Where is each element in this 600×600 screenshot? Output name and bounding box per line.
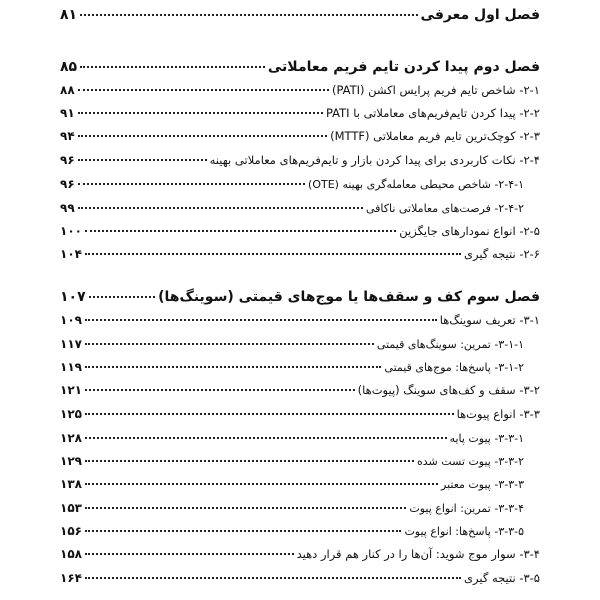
toc-entry-title: ۳-۳-۱- پیوت پایه bbox=[449, 432, 524, 445]
dot-leader bbox=[85, 230, 396, 232]
toc-page-number: ۹۶ bbox=[60, 177, 75, 191]
dot-leader bbox=[85, 577, 461, 579]
dot-leader bbox=[78, 183, 305, 185]
toc-entry bbox=[60, 130, 540, 143]
dot-leader bbox=[85, 319, 437, 321]
dot-leader bbox=[80, 66, 265, 68]
toc-entry bbox=[60, 548, 540, 561]
toc-entry-title: ۳-۱- تعریف سوینگ‌ها bbox=[439, 313, 540, 327]
dot-leader bbox=[78, 135, 327, 137]
toc-entry bbox=[60, 314, 540, 327]
toc-page-number: ۱۰۰ bbox=[60, 224, 82, 238]
toc-entry bbox=[60, 361, 540, 373]
toc-page-number: ۱۵۳ bbox=[60, 501, 82, 515]
toc-page-number: ۹۶ bbox=[60, 153, 75, 167]
toc-entry-title: ۲-۴-۲- فرصت‌های معاملاتی ناکافی bbox=[365, 202, 524, 215]
toc-page-number: ۱۶۴ bbox=[60, 571, 82, 585]
toc-page-number: ۱۰۴ bbox=[60, 247, 82, 261]
dot-leader bbox=[78, 159, 207, 161]
toc-entry-title: ۳-۳-۴- تمرین: انواع پیوت bbox=[409, 502, 524, 515]
toc-entry bbox=[60, 202, 540, 214]
toc-entry bbox=[60, 478, 540, 490]
toc-page-number: ۱۵۸ bbox=[60, 547, 82, 561]
toc-page-number: ۱۱۹ bbox=[60, 360, 82, 374]
toc-entry bbox=[60, 248, 540, 261]
dot-leader bbox=[85, 483, 438, 485]
toc-entry-title: ۳-۵- نتیجه گیری bbox=[464, 571, 540, 585]
toc-entry-title: ۲-۳- کوچک‌ترین تایم فریم معاملاتی (MTTF) bbox=[330, 129, 540, 143]
toc-page-number: ۸۸ bbox=[60, 83, 75, 97]
toc-page-number: ۹۴ bbox=[60, 129, 75, 143]
dot-leader bbox=[85, 389, 355, 391]
toc-chapter-entry bbox=[60, 290, 540, 304]
toc-chapter-entry bbox=[60, 60, 540, 74]
dot-leader bbox=[78, 207, 363, 209]
toc-entry bbox=[60, 408, 540, 421]
dot-leader bbox=[85, 553, 294, 555]
dot-leader bbox=[78, 112, 323, 114]
toc-entry bbox=[60, 455, 540, 467]
toc-entry bbox=[60, 572, 540, 585]
toc-page-number: ۱۲۸ bbox=[60, 431, 82, 445]
toc-entry bbox=[60, 225, 540, 238]
toc-entry-title: ۳-۴- سوار موج شوید: آن‌ها را در کنار هم قرار دهید bbox=[296, 547, 540, 561]
toc-page-number: ۱۳۸ bbox=[60, 477, 82, 491]
dot-leader bbox=[85, 413, 454, 415]
toc-entry-title: ۲-۲- پیدا کردن تایم‌فریم‌های معاملاتی با PATI bbox=[325, 106, 540, 120]
toc-entry-title: ۲-۱- شاخص تایم فریم پرایس اکشن (PATI) bbox=[331, 83, 540, 97]
toc-entry-title: فصل سوم کف و سقف‌ها یا موج‌های قیمتی (سوینگ‌ها) bbox=[158, 289, 540, 305]
toc-entry bbox=[60, 502, 540, 514]
toc-chapter-entry bbox=[60, 8, 540, 22]
toc-page-number: ۱۱۷ bbox=[60, 337, 82, 351]
toc-page-number: ۱۲۱ bbox=[60, 383, 82, 397]
dot-leader bbox=[85, 437, 447, 439]
toc-page-number: ۱۰۷ bbox=[60, 289, 86, 305]
dot-leader bbox=[80, 14, 417, 16]
toc-entry-title: ۲-۵- انواع نمودارهای جایگزین bbox=[399, 224, 540, 238]
dot-leader bbox=[85, 366, 381, 368]
toc-entry-title: فصل دوم پیدا کردن تایم فریم معاملاتی bbox=[267, 59, 540, 75]
toc-entry-title: ۳-۳- انواع پیوت‌ها bbox=[456, 407, 540, 421]
toc-page-number: ۹۹ bbox=[60, 201, 75, 215]
toc-entry bbox=[60, 338, 540, 350]
toc-entry-title: ۳-۳-۳- پیوت معتبر bbox=[441, 478, 524, 491]
dot-leader bbox=[85, 530, 401, 532]
toc-page-number: ۱۲۹ bbox=[60, 454, 82, 468]
toc-page-number: ۹۱ bbox=[60, 106, 75, 120]
toc-entry-title: ۳-۱-۲- پاسخ‌ها: موج‌های قیمتی bbox=[384, 361, 524, 374]
toc-page-number: ۱۲۵ bbox=[60, 407, 82, 421]
toc-entry-title: ۳-۱-۱- تمرین: سوینگ‌های قیمتی bbox=[376, 338, 524, 351]
toc-entry bbox=[60, 432, 540, 444]
dot-leader bbox=[89, 296, 156, 298]
toc-entry-title: ۲-۴- نکات کاربردی برای پیدا کردن بازار و تایم‌فریم‌های معاملاتی بهینه bbox=[209, 153, 540, 167]
toc-entry bbox=[60, 107, 540, 120]
toc-page-number: ۸۱ bbox=[60, 7, 78, 23]
dot-leader bbox=[85, 253, 461, 255]
toc-entry-title: ۳-۳-۵- پاسخ‌ها: انواع پیوت bbox=[404, 525, 524, 538]
toc-entry-title: ۲-۴-۱- شاخص محیطی معامله‌گری بهینه (OTE) bbox=[308, 178, 524, 191]
toc-entry bbox=[60, 384, 540, 397]
toc-entry-title: ۲-۶- نتیجه گیری bbox=[464, 247, 540, 261]
toc-page-number: ۱۰۹ bbox=[60, 313, 82, 327]
toc-entry bbox=[60, 525, 540, 537]
toc-entry bbox=[60, 154, 540, 167]
dot-leader bbox=[85, 343, 374, 345]
toc-entry-title: ۳-۳-۲- پیوت تست شده bbox=[417, 455, 524, 468]
toc-entry-title: فصل اول معرفی bbox=[420, 7, 540, 23]
toc-entry bbox=[60, 84, 540, 97]
dot-leader bbox=[78, 89, 329, 91]
toc-entry bbox=[60, 178, 540, 190]
toc-page-number: ۸۵ bbox=[60, 59, 78, 75]
dot-leader bbox=[85, 460, 414, 462]
dot-leader bbox=[85, 507, 406, 509]
toc-entry-title: ۳-۲- سقف و کف‌های سوینگ (پیوت‌ها) bbox=[357, 383, 540, 397]
toc-page-number: ۱۵۶ bbox=[60, 524, 82, 538]
